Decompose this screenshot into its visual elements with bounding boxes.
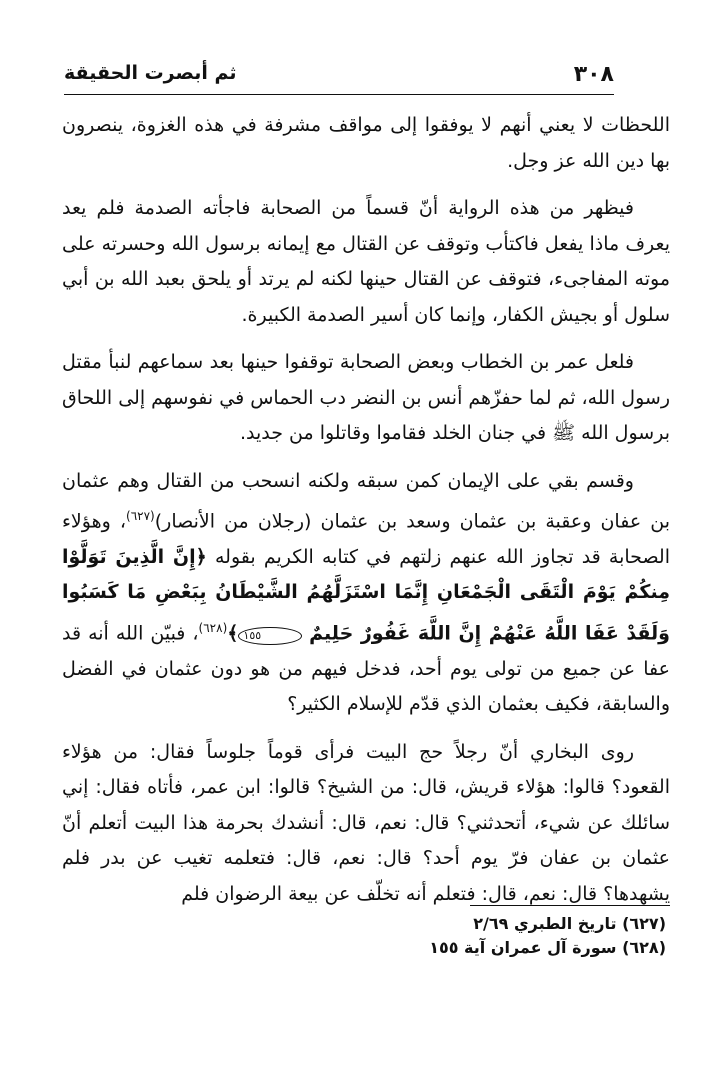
- footnote-divider: [470, 905, 670, 906]
- footnote-ref-628: (٦٢٨): [198, 620, 228, 635]
- ayah-number-mark: ١٥٥: [238, 627, 302, 645]
- footnote-627: (٦٢٧) تاريخ الطبري ٢/٦٩: [473, 914, 666, 933]
- body-text: [62, 108, 670, 924]
- footnotes: [300, 912, 666, 960]
- paragraph-4: [62, 464, 670, 723]
- paragraph-1: اللحظات لا يعني أنهم لا يوفقوا إلى مواقف مشرفة في هذه الغزوة، ينصرون بها دين الله عز وجل.: [62, 114, 670, 172]
- quran-close-bracket: ﴾: [227, 622, 239, 645]
- page-number: ٣٠٨: [573, 62, 614, 87]
- paragraph-4-text-mid: ، وهؤلاء الصحابة قد تجاوز الله عنهم زلتهم في كتابه الكريم بقوله: [62, 510, 670, 568]
- paragraph-3: فلعل عمر بن الخطاب وبعض الصحابة توقفوا حينها بعد سماعهم لنبأ مقتل رسول الله، ثم لما حفزّهم أنس بن النضر دب الحماس في نفوسهم إلى اللحاق برسول الله ﷺ في جنان الخلد فقاموا وقاتلوا من جديد.: [62, 351, 670, 444]
- paragraph-4-text-before: وقسم بقي على الإيمان كمن سبقه ولكنه انسحب من القتال وهم عثمان بن عفان وعقبة بن عثمان وسعد بن عثمان (رجلان من الأنصار): [62, 469, 671, 533]
- paragraph-2: فيظهر من هذه الرواية أنّ قسماً من الصحابة فاجأته الصدمة فلم يعد يعرف ماذا يفعل فاكتأب وتوقف عن القتال مع إيمانه برسول الله وحسرته على موته المفاجىء، فتوقف عن القتال حينها لكنه لم يرتد أو يلحق بعبد الله بن أبي سلول أو بجيش الكفار، وإنما كان أسير الصدمة الكبيرة.: [62, 197, 670, 326]
- footnote-ref-627: (٦٢٧): [126, 509, 155, 523]
- page-header: [64, 60, 614, 95]
- quran-verse: ﴿إِنَّ الَّذِينَ تَوَلَّوْا مِنكُمْ يَوْمَ الْتَقَى الْجَمْعَانِ إِنَّمَا اسْتَزَلَّهُمُ الشَّيْطَانُ بِبَعْضِ مَا كَسَبُوا وَلَقَدْ عَفَا اللَّهُ عَنْهُمْ إِنَّ اللَّهَ غَفُورٌ حَلِيمٌ: [62, 545, 670, 645]
- running-title: ثم أبصرت الحقيقة: [64, 62, 237, 84]
- footnote-628: (٦٢٨) سورة آل عمران آية ١٥٥: [429, 938, 666, 957]
- paragraph-5: روى البخاري أنّ رجلاً حج البيت فرأى قوماً جلوساً فقال: من هؤلاء القعود؟ قالوا: هؤلاء قريش، قال: من الشيخ؟ قالوا: ابن عمر، فأتاه فقال: إني سائلك عن شيء، أتحدثني؟ قال: نعم، قال: أنشدك بحرمة هذا البيت أتعلم أنّ عثمان بن عفان فرّ يوم أحد؟ قال: نعم، قال: فتعلمه تغيب عن بدر فلم يشهدها؟ قال: نعم، قال: فتعلم أنه تخلّف عن بيعة الرضوان فلم: [62, 740, 670, 905]
- paragraph-4-text-after: ، فبيّن الله أنه قد عفا عن جميع من تولى يوم أحد، فدخل فيهم من هو دون عثمان في الفضل والسابقة، فكيف بعثمان الذي قدّم للإسلام الكثير؟: [62, 622, 670, 716]
